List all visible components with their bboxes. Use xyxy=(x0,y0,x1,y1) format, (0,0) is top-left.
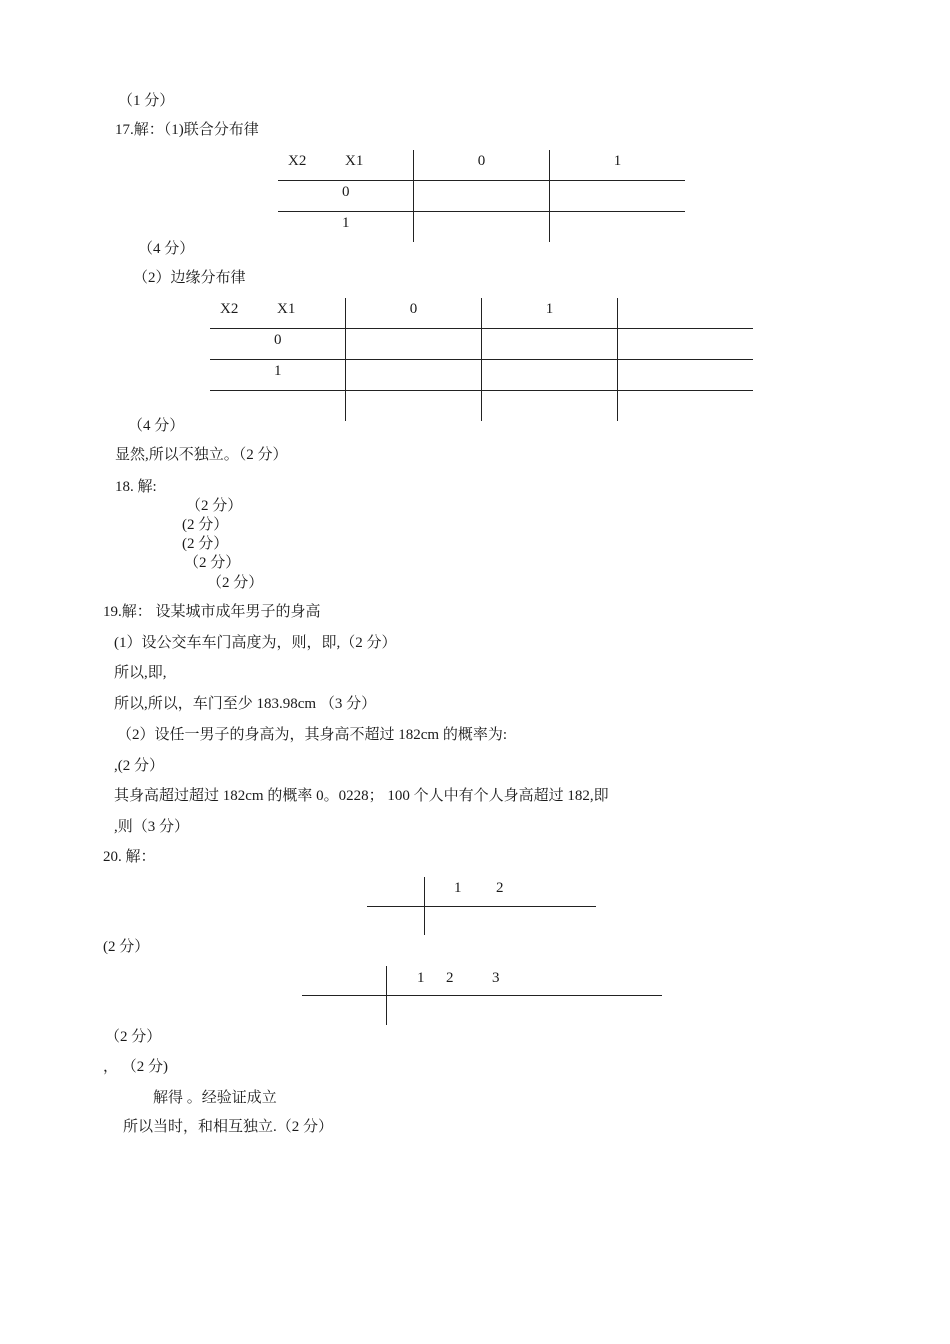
col-header: 0 xyxy=(414,150,550,181)
table-header-corner xyxy=(278,150,414,181)
marginal-distribution-table xyxy=(210,298,753,421)
table-cell xyxy=(346,391,482,422)
header-x2: X2 xyxy=(288,153,307,169)
q17-score: （4 分） xyxy=(128,418,185,434)
q17-conclusion: 显然,所以不独立。（2 分） xyxy=(115,447,288,463)
q19-line: （2）设任一男子的身高为，其身高不超过 182cm 的概率为: xyxy=(117,727,507,743)
q19-line: (1）设公交车车门高度为，则，即,（2 分） xyxy=(114,635,397,651)
table-cell xyxy=(550,212,686,243)
q19-line: ,则（3 分） xyxy=(114,819,190,835)
q17-part2: （2）边缘分布律 xyxy=(133,270,246,286)
q17-score: （4 分） xyxy=(138,241,195,257)
header-x1: X1 xyxy=(345,153,364,169)
distribution-table-y xyxy=(367,877,596,935)
q18-score: （2 分） xyxy=(184,555,241,571)
col-header: 0 xyxy=(346,298,482,329)
q20-title: 20. 解： xyxy=(103,849,156,865)
q19-line: 其身高超过超过 182cm 的概率 0。0228； 100 个人中有个人身高超过 182,即 xyxy=(114,788,609,804)
table-divider xyxy=(367,906,596,907)
table-divider xyxy=(302,995,662,996)
q18-score: （2 分） xyxy=(207,575,264,591)
table-cell xyxy=(414,181,550,212)
table-cell xyxy=(618,329,754,360)
q19-line: ,(2 分） xyxy=(114,758,164,774)
table-cell xyxy=(618,391,754,422)
table-cell xyxy=(346,360,482,391)
q20-line: ， （2 分) xyxy=(103,1059,168,1075)
col-header: 1 xyxy=(454,880,462,896)
col-header: 1 xyxy=(550,150,686,181)
table-header-corner xyxy=(210,298,346,329)
distribution-table-x xyxy=(302,966,662,1025)
table-cell xyxy=(414,212,550,243)
q18-score: (2 分） xyxy=(182,517,229,533)
q18-title: 18. 解: xyxy=(115,479,157,495)
header-x2: X2 xyxy=(220,301,239,317)
row-header: 0 xyxy=(210,329,346,360)
table-cell xyxy=(618,360,754,391)
table-cell xyxy=(210,391,346,422)
q19-line: 所以,即, xyxy=(114,665,167,681)
col-header: 1 xyxy=(417,970,425,986)
row-header: 1 xyxy=(278,212,414,243)
q20-line: 解得 。经验证成立 xyxy=(153,1090,277,1106)
col-header: 2 xyxy=(496,880,504,896)
row-header: 0 xyxy=(278,181,414,212)
table-cell xyxy=(482,360,618,391)
score-note: （1 分） xyxy=(118,93,175,109)
col-header: 1 xyxy=(482,298,618,329)
q18-score: （2 分） xyxy=(186,498,243,514)
q20-score: （2 分） xyxy=(105,1029,162,1045)
joint-distribution-table xyxy=(278,150,685,242)
q20-line: 所以当时，和相互独立.（2 分） xyxy=(123,1119,334,1135)
table-cell xyxy=(618,298,754,329)
q20-score: (2 分） xyxy=(103,939,150,955)
header-x1: X1 xyxy=(277,301,296,317)
q19-line: 所以,所以，车门至少 183.98cm （3 分） xyxy=(114,696,377,712)
row-header: 1 xyxy=(210,360,346,391)
col-header: 2 xyxy=(446,970,454,986)
q17-title: 17.解：（1)联合分布律 xyxy=(115,122,259,138)
table-cell xyxy=(482,329,618,360)
q19-title: 19.解： 设某城市成年男子的身高 xyxy=(103,604,321,620)
table-cell xyxy=(346,329,482,360)
table-cell xyxy=(482,391,618,422)
q18-score: (2 分） xyxy=(182,536,229,552)
table-cell xyxy=(550,181,686,212)
col-header: 3 xyxy=(492,970,500,986)
